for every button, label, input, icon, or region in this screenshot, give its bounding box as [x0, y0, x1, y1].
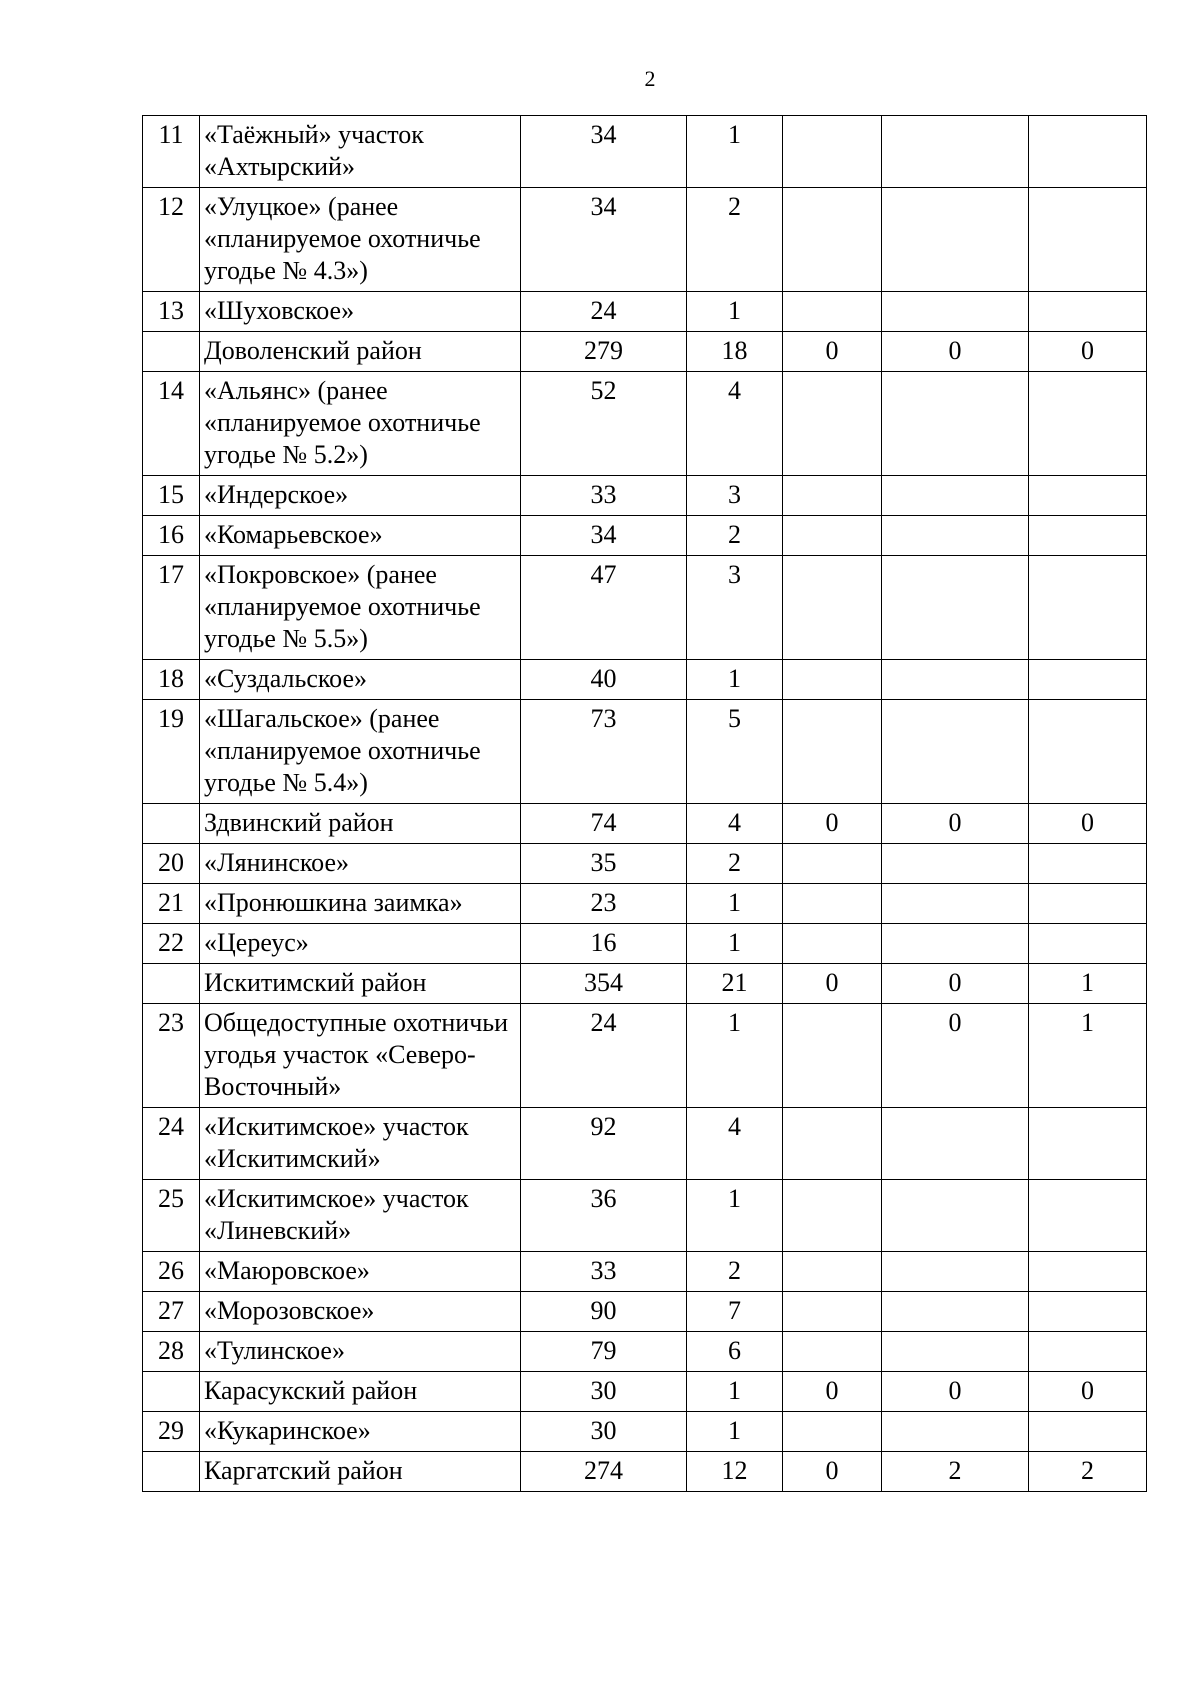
row-number-cell: 19 [143, 700, 200, 804]
value-cell-1: 279 [521, 332, 687, 372]
value-cell-4 [882, 556, 1029, 660]
row-number-cell: 20 [143, 844, 200, 884]
hunting-ground-name-cell: «Маюровское» [200, 1252, 521, 1292]
hunting-ground-name-cell: «Кукаринское» [200, 1412, 521, 1452]
value-cell-1: 73 [521, 700, 687, 804]
row-number-cell: 11 [143, 116, 200, 188]
hunting-ground-name-cell: Общедоступные охотничьи угодья участок «Северо-Восточный» [200, 1004, 521, 1108]
table-row [143, 516, 1147, 556]
value-cell-5 [1029, 372, 1147, 476]
hunting-ground-name-cell: «Лянинское» [200, 844, 521, 884]
table-row [143, 1004, 1147, 1108]
value-cell-2: 18 [687, 332, 783, 372]
value-cell-1: 79 [521, 1332, 687, 1372]
row-number-cell: 14 [143, 372, 200, 476]
row-number-cell: 18 [143, 660, 200, 700]
row-number-cell: 23 [143, 1004, 200, 1108]
row-number-cell [143, 1452, 200, 1492]
hunting-ground-name-cell: Здвинский район [200, 804, 521, 844]
value-cell-5 [1029, 1332, 1147, 1372]
value-cell-4: 2 [882, 1452, 1029, 1492]
value-cell-1: 33 [521, 476, 687, 516]
hunting-ground-name-cell: «Альянс» (ранее «планируемое охотничье угодье № 5.2») [200, 372, 521, 476]
value-cell-5 [1029, 292, 1147, 332]
district-subtotal-row [143, 964, 1147, 1004]
row-number-cell: 28 [143, 1332, 200, 1372]
value-cell-3: 0 [783, 964, 882, 1004]
hunting-ground-name-cell: «Индерское» [200, 476, 521, 516]
row-number-cell: 25 [143, 1180, 200, 1252]
value-cell-2: 3 [687, 476, 783, 516]
row-number-cell: 17 [143, 556, 200, 660]
value-cell-1: 33 [521, 1252, 687, 1292]
hunting-ground-name-cell: Карасукский район [200, 1372, 521, 1412]
value-cell-5: 0 [1029, 804, 1147, 844]
value-cell-3 [783, 700, 882, 804]
value-cell-1: 24 [521, 292, 687, 332]
value-cell-3 [783, 1004, 882, 1108]
row-number-cell: 16 [143, 516, 200, 556]
value-cell-4 [882, 1108, 1029, 1180]
value-cell-5 [1029, 884, 1147, 924]
value-cell-5 [1029, 1412, 1147, 1452]
data-table [142, 115, 1147, 1492]
value-cell-1: 24 [521, 1004, 687, 1108]
value-cell-3 [783, 1108, 882, 1180]
value-cell-4 [882, 844, 1029, 884]
value-cell-4: 0 [882, 964, 1029, 1004]
value-cell-1: 34 [521, 188, 687, 292]
value-cell-3: 0 [783, 332, 882, 372]
value-cell-1: 90 [521, 1292, 687, 1332]
value-cell-1: 16 [521, 924, 687, 964]
table-row [143, 1180, 1147, 1252]
value-cell-3 [783, 188, 882, 292]
value-cell-3 [783, 1292, 882, 1332]
table-row [143, 660, 1147, 700]
value-cell-2: 7 [687, 1292, 783, 1332]
table-row [143, 1332, 1147, 1372]
value-cell-4: 0 [882, 1004, 1029, 1108]
value-cell-3: 0 [783, 1372, 882, 1412]
value-cell-1: 30 [521, 1372, 687, 1412]
district-subtotal-row [143, 332, 1147, 372]
value-cell-5 [1029, 476, 1147, 516]
value-cell-5 [1029, 1292, 1147, 1332]
value-cell-5: 2 [1029, 1452, 1147, 1492]
value-cell-2: 1 [687, 884, 783, 924]
table-row [143, 116, 1147, 188]
value-cell-2: 1 [687, 116, 783, 188]
value-cell-2: 1 [687, 1180, 783, 1252]
value-cell-5: 1 [1029, 1004, 1147, 1108]
value-cell-4: 0 [882, 1372, 1029, 1412]
hunting-ground-name-cell: Каргатский район [200, 1452, 521, 1492]
row-number-cell: 13 [143, 292, 200, 332]
hunting-ground-name-cell: «Шагальское» (ранее «планируемое охотничье угодье № 5.4») [200, 700, 521, 804]
value-cell-5 [1029, 188, 1147, 292]
table-row [143, 700, 1147, 804]
value-cell-3 [783, 1332, 882, 1372]
value-cell-4 [882, 1332, 1029, 1372]
value-cell-1: 30 [521, 1412, 687, 1452]
value-cell-2: 3 [687, 556, 783, 660]
value-cell-4 [882, 1252, 1029, 1292]
table-row [143, 884, 1147, 924]
row-number-cell [143, 804, 200, 844]
value-cell-5 [1029, 1108, 1147, 1180]
value-cell-2: 1 [687, 660, 783, 700]
value-cell-2: 1 [687, 924, 783, 964]
hunting-ground-name-cell: «Шуховское» [200, 292, 521, 332]
value-cell-4 [882, 1180, 1029, 1252]
value-cell-2: 12 [687, 1452, 783, 1492]
table-row [143, 924, 1147, 964]
hunting-ground-name-cell: «Улуцкое» (ранее «планируемое охотничье угодье № 4.3») [200, 188, 521, 292]
table-row [143, 1412, 1147, 1452]
value-cell-1: 23 [521, 884, 687, 924]
value-cell-4 [882, 1292, 1029, 1332]
row-number-cell [143, 1372, 200, 1412]
row-number-cell: 15 [143, 476, 200, 516]
page-number: 2 [644, 66, 656, 91]
table-row [143, 556, 1147, 660]
value-cell-5 [1029, 116, 1147, 188]
value-cell-2: 1 [687, 1412, 783, 1452]
value-cell-4 [882, 116, 1029, 188]
hunting-ground-name-cell: Доволенский район [200, 332, 521, 372]
value-cell-5: 1 [1029, 964, 1147, 1004]
table-row [143, 1108, 1147, 1180]
table-row [143, 372, 1147, 476]
value-cell-3 [783, 516, 882, 556]
value-cell-4: 0 [882, 332, 1029, 372]
value-cell-2: 2 [687, 516, 783, 556]
hunting-ground-name-cell: «Комарьевское» [200, 516, 521, 556]
value-cell-4: 0 [882, 804, 1029, 844]
value-cell-3 [783, 1412, 882, 1452]
row-number-cell [143, 332, 200, 372]
value-cell-4 [882, 188, 1029, 292]
value-cell-5 [1029, 700, 1147, 804]
district-subtotal-row [143, 804, 1147, 844]
value-cell-5 [1029, 924, 1147, 964]
hunting-ground-name-cell: «Искитимское» участок «Искитимский» [200, 1108, 521, 1180]
value-cell-4 [882, 700, 1029, 804]
value-cell-1: 74 [521, 804, 687, 844]
value-cell-5 [1029, 1180, 1147, 1252]
value-cell-4 [882, 516, 1029, 556]
value-cell-1: 34 [521, 516, 687, 556]
value-cell-3 [783, 660, 882, 700]
row-number-cell [143, 964, 200, 1004]
district-subtotal-row [143, 1372, 1147, 1412]
row-number-cell: 26 [143, 1252, 200, 1292]
table-row [143, 292, 1147, 332]
value-cell-2: 6 [687, 1332, 783, 1372]
value-cell-2: 2 [687, 1252, 783, 1292]
row-number-cell: 22 [143, 924, 200, 964]
row-number-cell: 27 [143, 1292, 200, 1332]
district-subtotal-row [143, 1452, 1147, 1492]
value-cell-2: 21 [687, 964, 783, 1004]
hunting-ground-name-cell: «Искитимское» участок «Линевский» [200, 1180, 521, 1252]
value-cell-2: 5 [687, 700, 783, 804]
value-cell-4 [882, 660, 1029, 700]
value-cell-4 [882, 1412, 1029, 1452]
hunting-ground-name-cell: «Таёжный» участок «Ахтырский» [200, 116, 521, 188]
hunting-ground-name-cell: Искитимский район [200, 964, 521, 1004]
row-number-cell: 24 [143, 1108, 200, 1180]
row-number-cell: 21 [143, 884, 200, 924]
value-cell-4 [882, 884, 1029, 924]
table-body [143, 116, 1147, 1492]
value-cell-1: 34 [521, 116, 687, 188]
value-cell-4 [882, 476, 1029, 516]
value-cell-5 [1029, 516, 1147, 556]
value-cell-3 [783, 116, 882, 188]
value-cell-1: 354 [521, 964, 687, 1004]
value-cell-5: 0 [1029, 332, 1147, 372]
value-cell-2: 4 [687, 804, 783, 844]
hunting-ground-name-cell: «Покровское» (ранее «планируемое охотничье угодье № 5.5») [200, 556, 521, 660]
value-cell-4 [882, 924, 1029, 964]
value-cell-5 [1029, 1252, 1147, 1292]
value-cell-3 [783, 844, 882, 884]
value-cell-3 [783, 884, 882, 924]
hunting-ground-name-cell: «Суздальское» [200, 660, 521, 700]
value-cell-1: 274 [521, 1452, 687, 1492]
value-cell-3 [783, 476, 882, 516]
value-cell-3: 0 [783, 804, 882, 844]
value-cell-5: 0 [1029, 1372, 1147, 1412]
value-cell-1: 40 [521, 660, 687, 700]
table-row [143, 1292, 1147, 1332]
value-cell-4 [882, 292, 1029, 332]
row-number-cell: 29 [143, 1412, 200, 1452]
value-cell-2: 1 [687, 1372, 783, 1412]
value-cell-2: 2 [687, 844, 783, 884]
value-cell-2: 1 [687, 1004, 783, 1108]
value-cell-1: 47 [521, 556, 687, 660]
value-cell-3 [783, 1252, 882, 1292]
value-cell-1: 36 [521, 1180, 687, 1252]
hunting-ground-name-cell: «Цереус» [200, 924, 521, 964]
table-row [143, 188, 1147, 292]
value-cell-3 [783, 372, 882, 476]
value-cell-3 [783, 292, 882, 332]
value-cell-2: 4 [687, 372, 783, 476]
value-cell-1: 35 [521, 844, 687, 884]
value-cell-2: 1 [687, 292, 783, 332]
row-number-cell: 12 [143, 188, 200, 292]
value-cell-3: 0 [783, 1452, 882, 1492]
hunting-ground-name-cell: «Морозовское» [200, 1292, 521, 1332]
table-row [143, 844, 1147, 884]
value-cell-3 [783, 1180, 882, 1252]
table-row [143, 476, 1147, 516]
value-cell-2: 2 [687, 188, 783, 292]
table-row [143, 1252, 1147, 1292]
value-cell-5 [1029, 556, 1147, 660]
value-cell-1: 52 [521, 372, 687, 476]
value-cell-3 [783, 924, 882, 964]
value-cell-2: 4 [687, 1108, 783, 1180]
value-cell-5 [1029, 844, 1147, 884]
hunting-ground-name-cell: «Тулинское» [200, 1332, 521, 1372]
value-cell-1: 92 [521, 1108, 687, 1180]
value-cell-4 [882, 372, 1029, 476]
value-cell-3 [783, 556, 882, 660]
value-cell-5 [1029, 660, 1147, 700]
hunting-ground-name-cell: «Пронюшкина заимка» [200, 884, 521, 924]
